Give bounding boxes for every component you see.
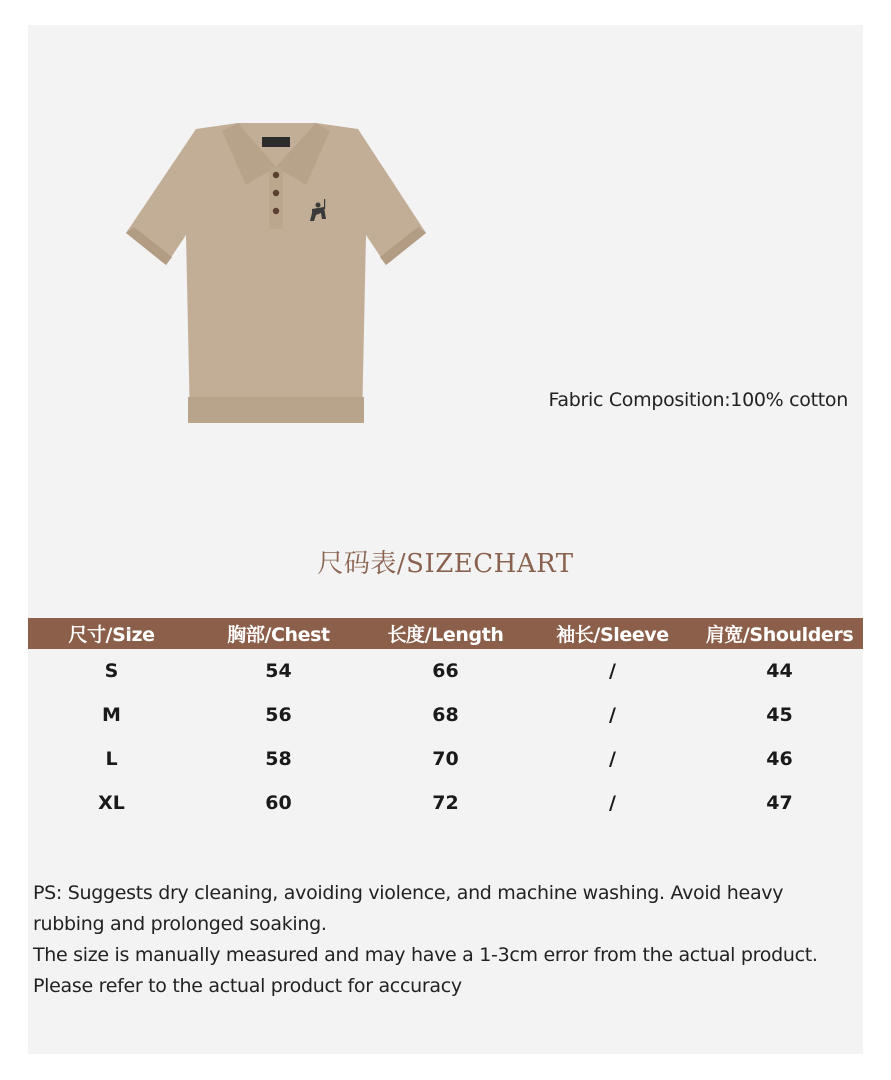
cell-chest: 54 (265, 660, 292, 682)
cell-sleeve: / (609, 792, 616, 814)
size-chart-title: 尺码表/SIZECHART (317, 549, 574, 579)
accuracy-note-line: Please refer to the actual product for accuracy (33, 975, 462, 997)
cell-length: 68 (432, 704, 459, 726)
header-shoulders: 肩宽/Shoulders (696, 618, 863, 649)
care-notes (33, 878, 858, 1002)
header-length: 长度/Length (362, 618, 529, 649)
polo-shirt-icon (126, 123, 426, 423)
cell-size: M (102, 704, 121, 726)
header-sleeve: 袖长/Sleeve (529, 618, 696, 649)
cell-chest: 58 (265, 748, 292, 770)
cell-shoulders: 47 (766, 792, 793, 814)
table-row (28, 781, 863, 825)
cell-shoulders: 44 (766, 660, 793, 682)
cell-size: XL (98, 792, 125, 814)
fabric-composition: Fabric Composition:100% cotton (548, 389, 848, 411)
cell-shoulders: 45 (766, 704, 793, 726)
cell-chest: 56 (265, 704, 292, 726)
header-chest: 胸部/Chest (195, 618, 362, 649)
cell-sleeve: / (609, 660, 616, 682)
cell-length: 66 (432, 660, 459, 682)
cell-chest: 60 (265, 792, 292, 814)
cell-length: 70 (432, 748, 459, 770)
cell-sleeve: / (609, 704, 616, 726)
table-row (28, 737, 863, 781)
measurement-note-line: The size is manually measured and may have a 1-3cm error from the actual product. (33, 944, 818, 966)
table-row (28, 649, 863, 693)
cell-sleeve: / (609, 748, 616, 770)
cell-shoulders: 46 (766, 748, 793, 770)
size-table (28, 618, 863, 825)
table-row (28, 693, 863, 737)
care-note-line: PS: Suggests dry cleaning, avoiding violence, and machine washing. Avoid heavy rubbing and prolonged soaking. (33, 882, 784, 935)
cell-length: 72 (432, 792, 459, 814)
cell-size: S (104, 660, 119, 682)
cell-size: L (105, 748, 118, 770)
header-size: 尺寸/Size (28, 618, 195, 649)
content-panel (28, 25, 863, 1054)
table-header-row (28, 618, 863, 649)
